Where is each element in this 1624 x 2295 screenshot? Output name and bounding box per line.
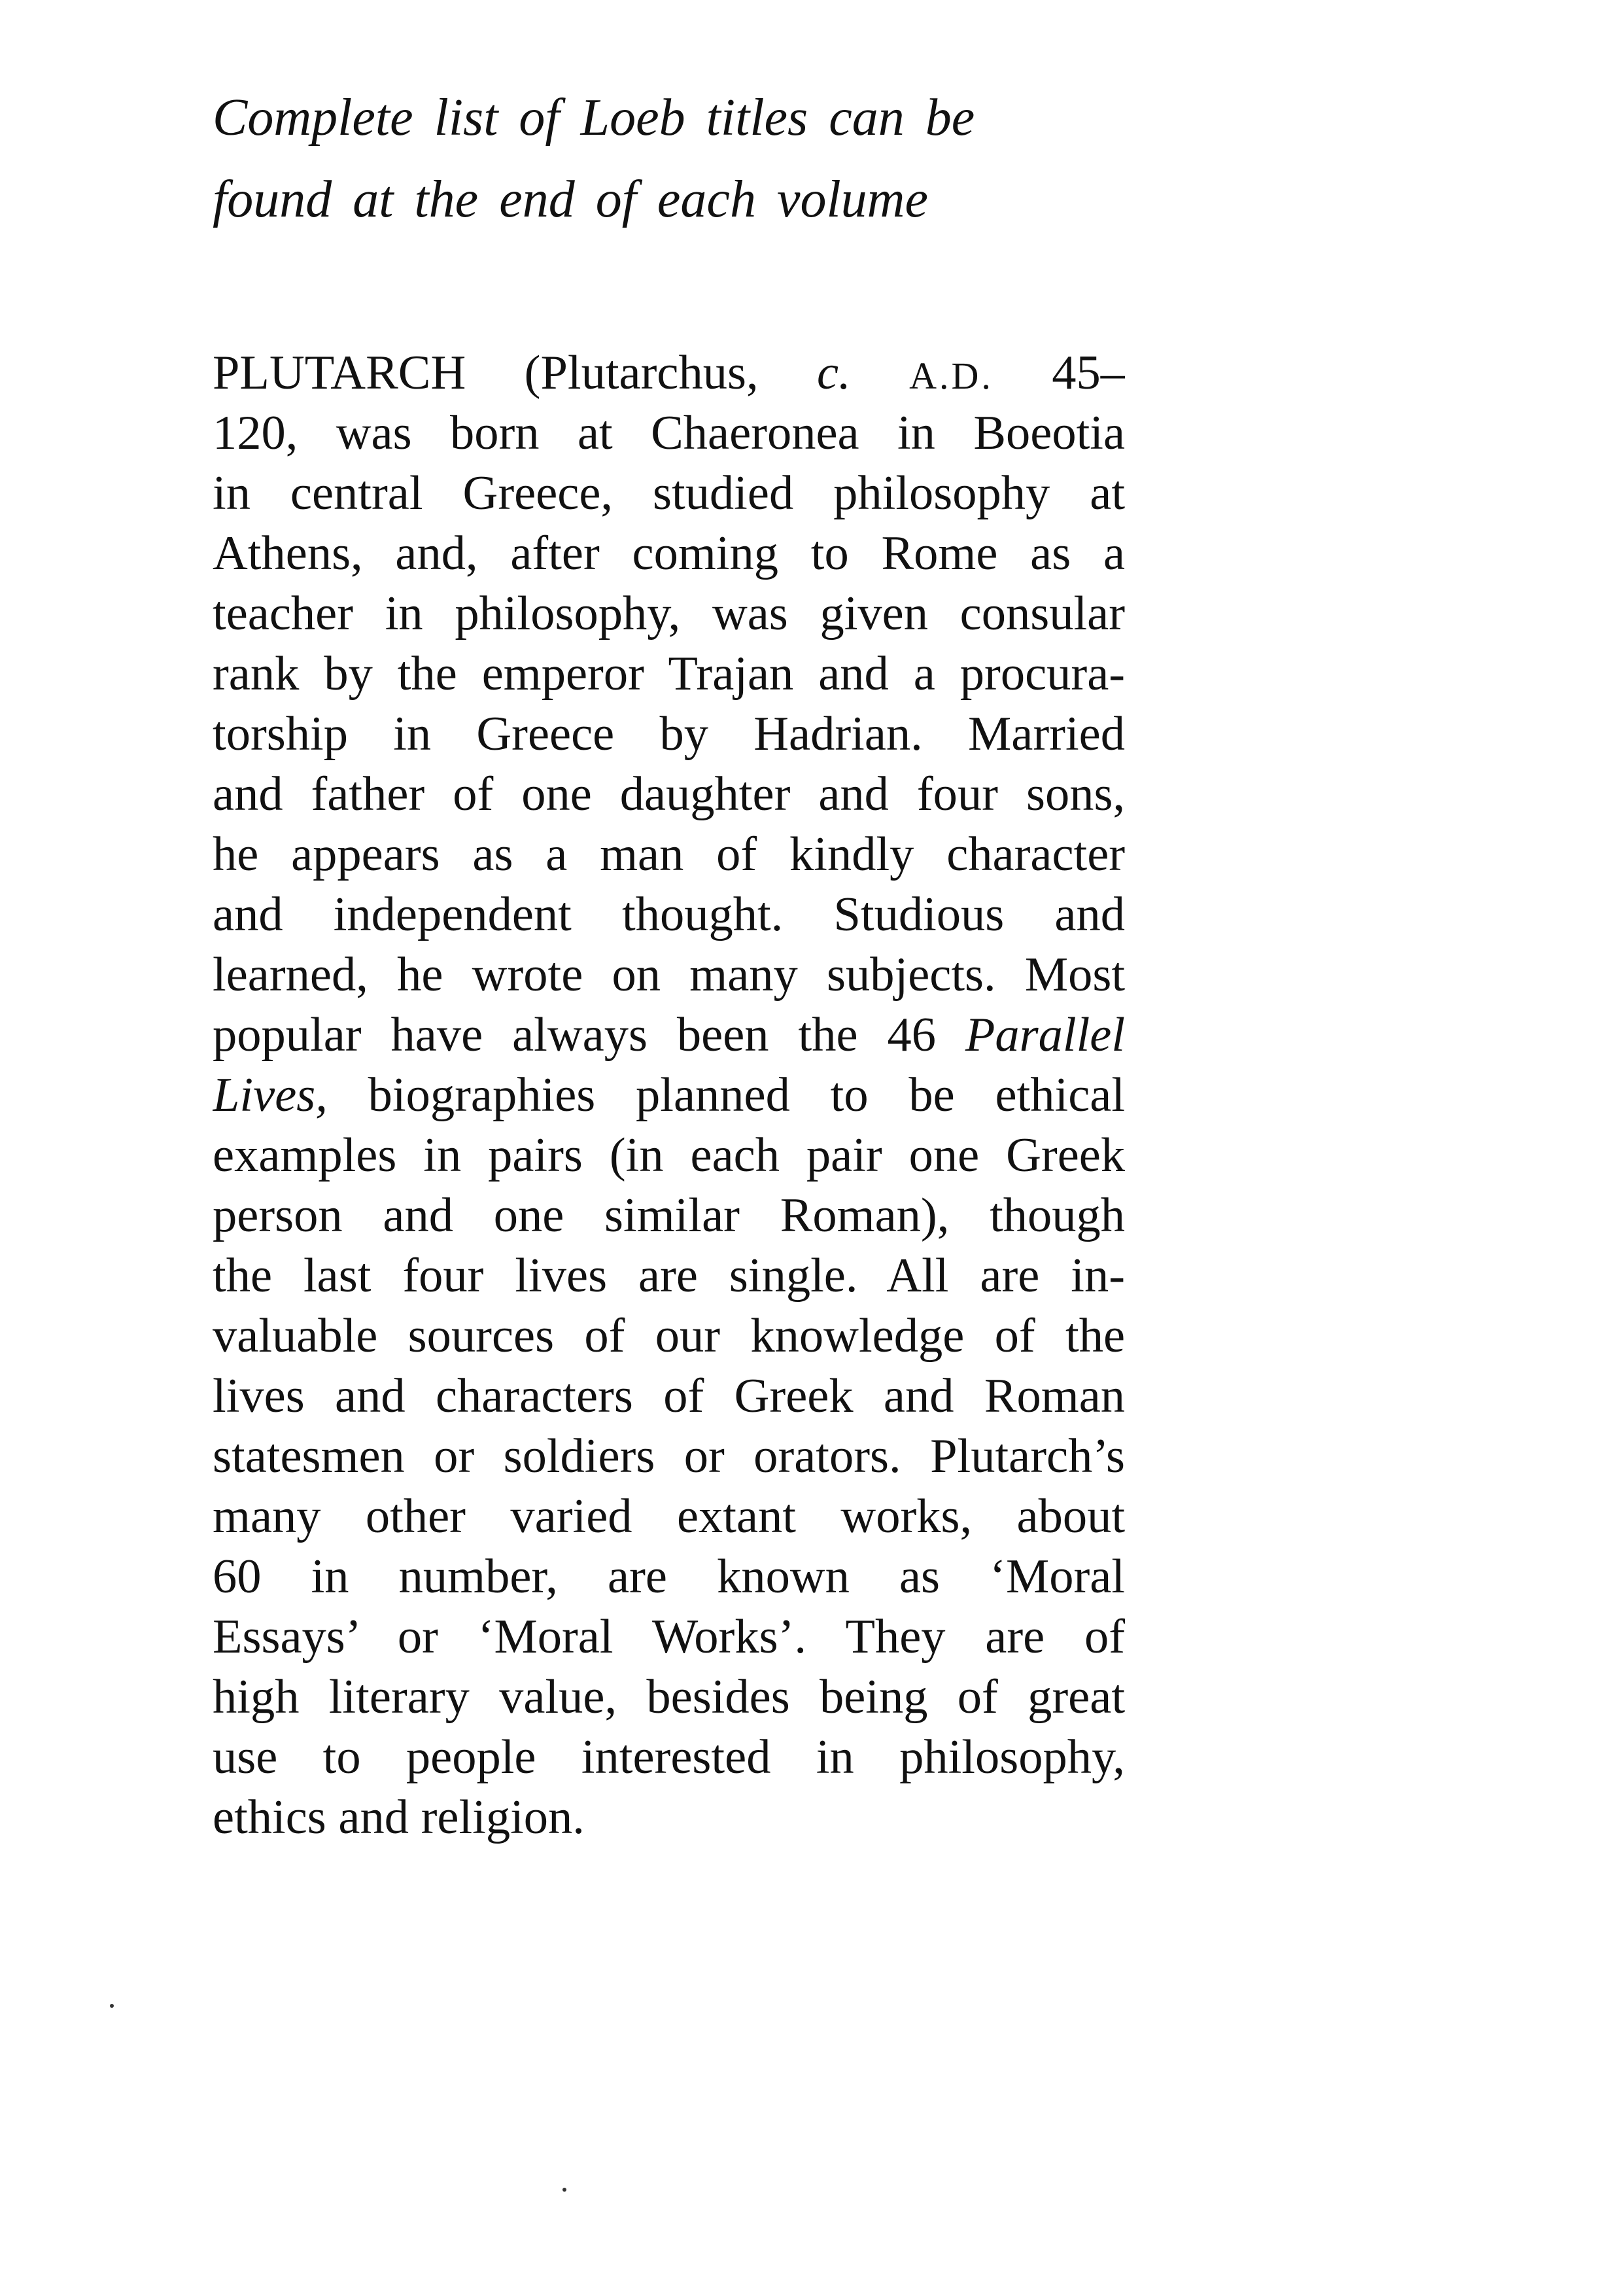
line-text: of: [994, 1309, 1035, 1363]
line-text: Works’.: [651, 1610, 807, 1664]
line-text: Greece: [476, 707, 615, 761]
line-text: as: [472, 828, 513, 881]
line-text: Hadrian.: [753, 707, 923, 761]
line-text: pair: [806, 1129, 882, 1182]
line-text: Plutarch’s: [930, 1429, 1125, 1483]
print-speck: [110, 2004, 114, 2008]
loeb-titles-note-line-2: found at the end of each volume: [213, 171, 928, 228]
line-text: he: [213, 828, 259, 881]
line-text: one: [493, 1189, 564, 1242]
paragraph-line: [213, 764, 1125, 824]
line-text: people: [406, 1730, 536, 1784]
line-text: known: [717, 1550, 850, 1603]
line-text: value,: [499, 1670, 617, 1724]
line-text: to: [810, 527, 849, 580]
line-text: born: [450, 406, 540, 460]
line-text: last: [303, 1249, 371, 1303]
paragraph-line: [213, 1426, 1125, 1486]
line-text: interested: [581, 1730, 771, 1784]
line-text: Greek: [1006, 1129, 1125, 1182]
line-text: though: [990, 1189, 1125, 1242]
print-speck: [562, 2188, 566, 2192]
paragraph-line: [213, 1667, 1125, 1727]
line-text: Trajan: [668, 647, 794, 701]
small-caps-text: A.D.: [909, 355, 993, 397]
paragraph-line: [213, 403, 1125, 463]
paragraph-line: [213, 704, 1125, 764]
plutarch-biography-paragraph: [213, 343, 1125, 1848]
italic-text: Parallel: [965, 1008, 1125, 1062]
line-text: and: [883, 1369, 954, 1423]
line-text: by: [659, 707, 708, 761]
paragraph-line: [213, 1065, 1125, 1125]
line-text: and: [213, 888, 283, 941]
line-text: four: [402, 1249, 484, 1303]
line-text: given: [820, 587, 928, 640]
line-text: 45–: [1052, 346, 1125, 400]
paragraph-line: [213, 463, 1125, 523]
paragraph-line: [213, 1366, 1125, 1426]
line-text: rank: [213, 647, 300, 701]
line-text: was: [712, 587, 788, 640]
line-text: biographies: [368, 1068, 596, 1122]
paragraph-line: [213, 1607, 1125, 1667]
line-text: and: [1054, 888, 1125, 941]
line-text: in: [213, 466, 251, 520]
line-text: many: [689, 948, 798, 1002]
line-text: on: [612, 948, 661, 1002]
loeb-titles-note: [213, 77, 1148, 241]
line-text: varied: [510, 1490, 632, 1543]
line-text: teacher: [213, 587, 354, 640]
line-text: philosophy,: [899, 1730, 1125, 1784]
line-text: Rome: [881, 527, 998, 580]
line-text: in: [423, 1129, 462, 1182]
line-text: Chaeronea: [651, 406, 859, 460]
line-text: wrote: [472, 948, 583, 1002]
line-text: procura-: [959, 647, 1125, 701]
paragraph-line: [213, 1787, 1125, 1848]
line-text: extant: [676, 1490, 796, 1543]
line-text: characters: [435, 1369, 633, 1423]
line-text: man: [600, 828, 684, 881]
line-text: character: [946, 828, 1125, 881]
line-text: or: [434, 1429, 475, 1483]
line-text: person: [213, 1189, 343, 1242]
line-text: the: [213, 1249, 273, 1303]
line-text: Boeotia: [973, 406, 1125, 460]
line-text: examples: [213, 1129, 397, 1182]
line-text: independent: [333, 888, 572, 941]
line-text: subjects.: [827, 948, 996, 1002]
line-text: Studious: [833, 888, 1005, 941]
line-text: kindly: [789, 828, 914, 881]
line-text: are: [608, 1550, 667, 1603]
line-text: Roman: [984, 1369, 1125, 1423]
line-text: orators.: [753, 1429, 901, 1483]
line-text: They: [845, 1610, 946, 1664]
line-text: to: [322, 1730, 361, 1784]
line-text: been: [676, 1008, 769, 1062]
line-text: a: [1103, 527, 1125, 580]
line-text: lives: [515, 1249, 608, 1303]
line-text: and: [335, 1369, 406, 1423]
line-text: valuable: [213, 1309, 378, 1363]
line-text: learned,: [213, 948, 368, 1002]
line-text: in: [385, 587, 423, 640]
line-text: literary: [328, 1670, 470, 1724]
paragraph-line: [213, 1547, 1125, 1607]
line-text: philosophy: [833, 466, 1050, 520]
line-text: being: [819, 1670, 928, 1724]
line-text: at: [577, 406, 613, 460]
line-text: consular: [959, 587, 1125, 640]
line-text: four: [916, 767, 998, 821]
line-text: one: [908, 1129, 980, 1182]
line-text: one: [521, 767, 592, 821]
line-text: (Plutarchus,: [524, 346, 759, 400]
paragraph-line: [213, 824, 1125, 885]
line-text: Most: [1024, 948, 1125, 1002]
paragraph-line: [213, 343, 1125, 403]
line-text: of: [663, 1369, 704, 1423]
line-text: in: [393, 707, 432, 761]
line-text: in: [897, 406, 935, 460]
line-text: of: [957, 1670, 998, 1724]
line-text: coming: [632, 527, 779, 580]
italic-text: c.: [817, 346, 851, 400]
paragraph-line: [213, 1246, 1125, 1306]
paragraph-line: [213, 945, 1125, 1005]
line-text: the: [397, 647, 457, 701]
line-text: was: [336, 406, 412, 460]
paragraph-line: [213, 1306, 1125, 1366]
line-text: of: [1084, 1610, 1125, 1664]
line-text: or: [683, 1429, 725, 1483]
line-text: Married: [968, 707, 1125, 761]
paragraph-line: [213, 523, 1125, 584]
line-text: single.: [729, 1249, 858, 1303]
line-text: or: [397, 1610, 438, 1664]
line-text: to: [830, 1068, 869, 1122]
line-text: studied: [652, 466, 794, 520]
paragraph-line: [213, 1486, 1125, 1547]
line-text: Greek: [734, 1369, 854, 1423]
line-text: philosophy,: [455, 587, 681, 640]
line-text: daughter: [619, 767, 791, 821]
loeb-titles-note-line-1: Complete list of Loeb titles can be: [213, 89, 975, 147]
line-text: knowledge: [750, 1309, 965, 1363]
line-text: appears: [291, 828, 440, 881]
line-text: and,: [395, 527, 478, 580]
line-text: and: [818, 647, 889, 701]
line-text: and: [383, 1189, 453, 1242]
paragraph-line: [213, 1727, 1125, 1787]
line-text: of: [584, 1309, 625, 1363]
line-text: many: [213, 1490, 321, 1543]
line-text: ethical: [995, 1068, 1125, 1122]
line-text: by: [324, 647, 373, 701]
line-text: 46: [887, 1008, 936, 1062]
line-text: Greece,: [462, 466, 613, 520]
line-text: are: [985, 1610, 1045, 1664]
italic-text: Lives,: [213, 1068, 328, 1122]
line-text: sons,: [1026, 767, 1125, 821]
line-text: other: [365, 1490, 466, 1543]
line-text: high: [213, 1670, 300, 1724]
paragraph-line: [213, 644, 1125, 704]
line-text: (in: [609, 1129, 664, 1182]
line-text: each: [690, 1129, 780, 1182]
line-text: and: [213, 767, 283, 821]
paragraph-line: [213, 885, 1125, 945]
paragraph-line: [213, 1005, 1125, 1065]
line-text: statesmen: [213, 1429, 405, 1483]
line-text: in: [311, 1550, 349, 1603]
line-text: Athens,: [213, 527, 363, 580]
line-text: he: [397, 948, 443, 1002]
line-text: are: [638, 1249, 698, 1303]
line-text: of: [716, 828, 757, 881]
line-text: in-: [1071, 1249, 1125, 1303]
line-text: the: [798, 1008, 858, 1062]
paragraph-line: [213, 584, 1125, 644]
line-text: planned: [636, 1068, 790, 1122]
line-text: emperor: [481, 647, 644, 701]
line-text: Essays’: [213, 1610, 358, 1664]
line-text: central: [290, 466, 423, 520]
line-text: use: [213, 1730, 278, 1784]
paragraph-line: [213, 1125, 1125, 1185]
line-text: a: [545, 828, 568, 881]
line-text: similar: [604, 1189, 740, 1242]
line-text: as: [899, 1550, 941, 1603]
line-text: number,: [398, 1550, 558, 1603]
paragraph-line: [213, 1185, 1125, 1246]
line-text: popular: [213, 1008, 362, 1062]
line-text: be: [908, 1068, 955, 1122]
line-text: PLUTARCH: [213, 346, 466, 400]
line-text: Roman),: [780, 1189, 950, 1242]
line-text: of: [453, 767, 494, 821]
line-text: ‘Moral: [477, 1610, 613, 1664]
line-text: in: [816, 1730, 854, 1784]
line-text: great: [1028, 1670, 1125, 1724]
line-text: after: [510, 527, 600, 580]
line-text: torship: [213, 707, 348, 761]
line-text: 120,: [213, 406, 298, 460]
line-text: and: [818, 767, 889, 821]
line-text: always: [512, 1008, 648, 1062]
line-text: our: [655, 1309, 721, 1363]
line-text: father: [311, 767, 425, 821]
line-text: about: [1016, 1490, 1125, 1543]
line-text: lives: [213, 1369, 305, 1423]
line-text: as: [1030, 527, 1071, 580]
line-text: works,: [840, 1490, 973, 1543]
line-text: thought.: [622, 888, 784, 941]
line-text: sources: [407, 1309, 555, 1363]
line-text: the: [1065, 1309, 1125, 1363]
line-text: are: [980, 1249, 1040, 1303]
line-text: soldiers: [503, 1429, 655, 1483]
line-text: ethics and religion.: [213, 1791, 585, 1844]
line-text: besides: [646, 1670, 790, 1724]
line-text: 60: [213, 1550, 262, 1603]
line-text: a: [913, 647, 935, 701]
line-text: at: [1090, 466, 1125, 520]
line-text: ‘Moral: [990, 1550, 1125, 1603]
line-text: pairs: [488, 1129, 583, 1182]
line-text: All: [886, 1249, 949, 1303]
line-text: have: [390, 1008, 483, 1062]
